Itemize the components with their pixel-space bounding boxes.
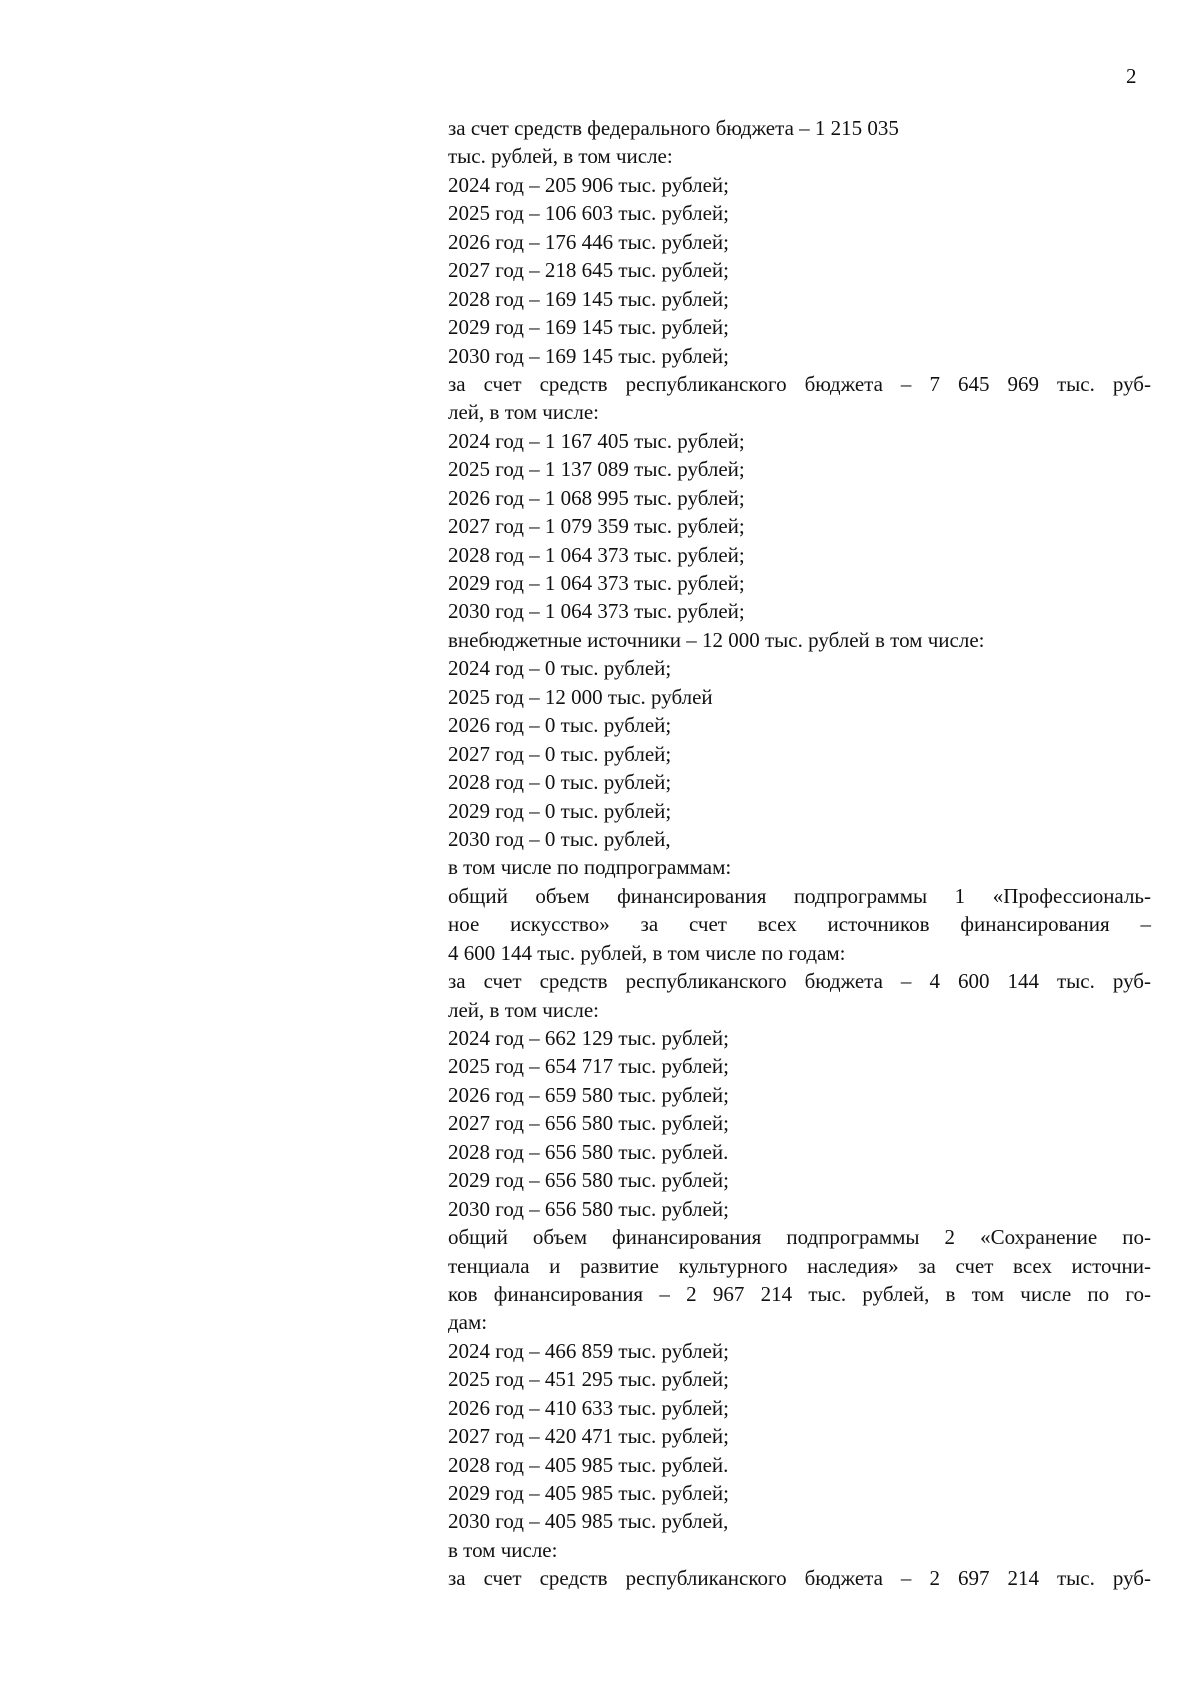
- text-line: 2028 год – 169 145 тыс. рублей;: [448, 286, 730, 311]
- text-line: ное искусство» за счет всех источников финансирования –: [448, 912, 1151, 937]
- text-line: 2030 год – 0 тыс. рублей,: [448, 826, 671, 851]
- text-line: 2024 год – 662 129 тыс. рублей;: [448, 1026, 730, 1050]
- text-line: 2027 год – 218 645 тыс. рублей;: [448, 258, 730, 283]
- text-line: тыс. рублей, в том числе:: [448, 144, 673, 169]
- text-line: 2024 год – 205 906 тыс. рублей;: [448, 172, 730, 197]
- text-line: дам:: [448, 1310, 488, 1335]
- text-line: общий объем финансирования подпрограммы 1 «Профессиональ-: [448, 883, 1151, 908]
- text-line: 2024 год – 1 167 405 тыс. рублей;: [448, 428, 745, 453]
- text-line: 2027 год – 0 тыс. рублей;: [448, 741, 672, 766]
- text-line: 2025 год – 654 717 тыс. рублей;: [448, 1054, 730, 1079]
- text-line: 2028 год – 1 064 373 тыс. рублей;: [448, 542, 745, 567]
- text-line: общий объем финансирования подпрограммы 2 «Сохранение по-: [448, 1225, 1151, 1250]
- text-line: 2026 год – 176 446 тыс. рублей;: [448, 229, 730, 254]
- text-line: 2028 год – 0 тыс. рублей;: [448, 770, 672, 795]
- text-line: 2025 год – 12 000 тыс. рублей: [448, 684, 713, 709]
- text-line: 2024 год – 466 859 тыс. рублей;: [448, 1338, 730, 1363]
- text-line: 2025 год – 451 295 тыс. рублей;: [448, 1367, 730, 1392]
- text-line: 2026 год – 0 тыс. рублей;: [448, 713, 672, 738]
- text-line: 2030 год – 169 145 тыс. рублей;: [448, 343, 730, 368]
- text-line: 2027 год – 656 580 тыс. рублей;: [448, 1111, 730, 1136]
- text-line: 2025 год – 106 603 тыс. рублей;: [448, 201, 730, 226]
- text-line: 2029 год – 0 тыс. рублей;: [448, 798, 672, 823]
- text-line: 2028 год – 405 985 тыс. рублей.: [448, 1452, 729, 1477]
- text-line: 2027 год – 420 471 тыс. рублей;: [448, 1424, 730, 1449]
- page-number: 2: [1126, 64, 1137, 88]
- text-line: 2028 год – 656 580 тыс. рублей.: [448, 1139, 729, 1164]
- text-line: внебюджетные источники – 12 000 тыс. рублей в том числе:: [448, 627, 985, 652]
- text-line: 4 600 144 тыс. рублей, в том числе по годам:: [448, 940, 846, 965]
- text-line: 2027 год – 1 079 359 тыс. рублей;: [448, 514, 745, 539]
- text-line: 2029 год – 656 580 тыс. рублей;: [448, 1168, 730, 1193]
- text-line: 2029 год – 1 064 373 тыс. рублей;: [448, 571, 745, 595]
- text-line: за счет средств республиканского бюджета – 2 697 214 тыс. руб-: [448, 1566, 1151, 1591]
- text-line: 2030 год – 1 064 373 тыс. рублей;: [448, 599, 745, 624]
- text-line: за счет средств федерального бюджета – 1 215 035: [448, 116, 899, 140]
- text-line: 2030 год – 656 580 тыс. рублей;: [448, 1196, 730, 1221]
- text-line: в том числе по подпрограммам:: [448, 855, 732, 880]
- text-line: в том числе:: [448, 1537, 558, 1562]
- text-line: тенциала и развитие культурного наследия» за счет всех источни-: [448, 1253, 1151, 1278]
- text-line: 2026 год – 1 068 995 тыс. рублей;: [448, 485, 745, 510]
- text-line: 2025 год – 1 137 089 тыс. рублей;: [448, 457, 745, 482]
- text-line: 2024 год – 0 тыс. рублей;: [448, 656, 672, 681]
- text-line: за счет средств республиканского бюджета – 4 600 144 тыс. руб-: [448, 969, 1151, 994]
- text-line: 2026 год – 659 580 тыс. рублей;: [448, 1082, 730, 1107]
- document-body: [448, 114, 1151, 1593]
- text-line: 2026 год – 410 633 тыс. рублей;: [448, 1395, 730, 1420]
- text-line: 2029 год – 169 145 тыс. рублей;: [448, 315, 730, 340]
- text-line: 2030 год – 405 985 тыс. рублей,: [448, 1509, 729, 1534]
- text-line: лей, в том числе:: [448, 997, 599, 1022]
- text-line: ков финансирования – 2 967 214 тыс. рублей, в том числе по го-: [448, 1281, 1151, 1306]
- text-line: лей, в том числе:: [448, 400, 599, 425]
- text-line: за счет средств республиканского бюджета – 7 645 969 тыс. руб-: [448, 371, 1151, 396]
- text-line: 2029 год – 405 985 тыс. рублей;: [448, 1481, 730, 1505]
